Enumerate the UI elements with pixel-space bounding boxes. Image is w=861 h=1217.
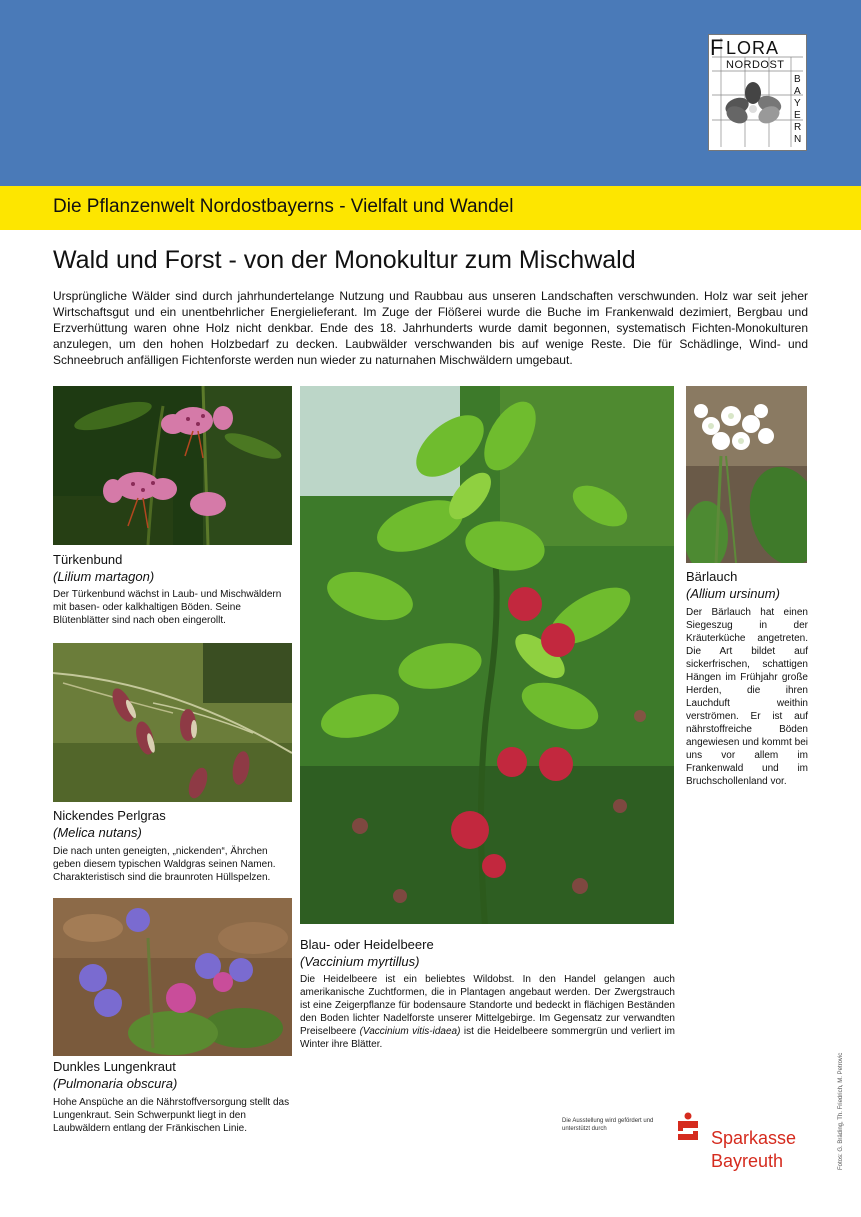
flora-logo (708, 34, 807, 151)
lungenkraut-text: Hohe Anspüche an die Nährstoffversorgung stellt das Lungenkraut. Sein Schwerpunkt liegt in den Laubwäldern entlang der Fränkischen Linie. (53, 1097, 290, 1134)
preiselbeere-latin: (Vaccinium vitis-idaea) (359, 1026, 461, 1037)
logo-word-nordost: NORDOST (726, 59, 785, 71)
photo-baerlauch (686, 386, 807, 563)
svg-text:A: A (794, 86, 801, 97)
title-band (0, 186, 861, 230)
flora-logo-mark (709, 35, 806, 150)
heidelbeere-text-part1: Die Heidelbeere ist ein beliebtes Wildobst. In den Handel gelangen auch amerikanische Zuchtformen, die in Plantagen angebaut werden. Der Zwergstrauch ist eine Zeigerpflanze für bodensaure Standorte und bedeckt in flächigen Beständen den Boden lichter Nadelforste unserer Mittelgebirge. Im Gegensatz zur verwandten Preiselbeere (300, 974, 675, 1037)
lungenkraut-name: Dunkles Lungenkraut (53, 1059, 176, 1074)
perlgras-text: Die nach unten geneigten, „nickenden“, Ährchen geben diesem typischen Waldgras seinen Namen. Charakteristisch sind die braunroten Hüllspelzen. (53, 846, 276, 883)
heidelbeere-latin: (Vaccinium myrtillus) (300, 954, 420, 969)
photo-heidelbeere (300, 386, 674, 924)
baerlauch-name: Bärlauch (686, 569, 738, 584)
tuerkenbund-text: Der Türkenbund wächst in Laub- und Mischwäldern mit basen- oder kalkhaltigen Böden. Seine Blütenblätter sind nach oben eingerollt. (53, 589, 282, 626)
sponsor-name: Sparkasse (711, 1128, 797, 1148)
tuerkenbund-name: Türkenbund (53, 552, 123, 567)
svg-text:B: B (794, 74, 801, 85)
svg-text:R: R (794, 122, 802, 133)
sponsor-city: Bayreuth (711, 1151, 784, 1171)
perlgras-name: Nickendes Perlgras (53, 808, 166, 823)
photo-credits: Fotos: G. Bräding, Th. Friedrich, M. Petrovic (838, 1052, 844, 1170)
intro-paragraph: Ursprüngliche Wälder sind durch jahrhundertelange Nutzung und Raubbau aus unseren Landschaften verschwunden. Holz war seit jeher Wirtschaftsgut und ein unentbehrlicher Energielieferant. Im Zuge der Flößerei wurde die Buche im Frankenwald dezimiert, Bergbau und Erzverhüttung waren ohne Holz nicht denkbar. Ende des 18. Jahrhunderts wurde damit begonnen, systematisch Fichten-Monokulturen anzulegen, um den hohen Holzbedarf zu decken. Laubwälder verschwanden bis auf wenige Reste. Die für Schädlinge, Wind- und Schneebruch anfälligen Fichtenforste werden nun wieder zu naturnahen Mischwäldern umgebaut. (53, 289, 808, 367)
svg-text:E: E (794, 110, 801, 121)
sparkasse-s-icon (673, 1112, 703, 1142)
sponsor-note: Die Ausstellung wird gefördert und unterstützt durch (562, 1118, 654, 1132)
logo-word-bayern (794, 74, 801, 145)
svg-text:Y: Y (794, 98, 801, 109)
logo-letter-f: F (710, 35, 724, 60)
heidelbeere-text-part2: ist die Heidelbeere sommergrün und verliert im Winter ihre Blätter. (300, 1026, 675, 1050)
baerlauch-text: Der Bärlauch hat einen Siegeszug in der Kräuterküche angetreten. Die Art bildet auf sickerfrischen, schattigen Hängen im Frühjahr große Herden, die ihren Lauchduft weithin verströmen. Er ist auf nährstoffreiche Böden angewiesen und kommt bei uns vor allem im Frankenwald und im Bruchschollenland vor. (686, 607, 808, 787)
photo-perlgras (53, 643, 292, 802)
tuerkenbund-latin: (Lilium martagon) (53, 569, 155, 584)
baerlauch-latin: (Allium ursinum) (686, 586, 780, 601)
heidelbeere-name: Blau- oder Heidelbeere (300, 937, 434, 952)
page-title: Wald und Forst - von der Monokultur zum Mischwald (53, 246, 636, 274)
lungenkraut-latin: (Pulmonaria obscura) (53, 1076, 178, 1091)
perlgras-latin: (Melica nutans) (53, 825, 142, 840)
photo-lungenkraut (53, 898, 292, 1056)
svg-text:N: N (794, 134, 802, 145)
exhibition-title: Die Pflanzenwelt Nordostbayerns - Vielfalt und Wandel (53, 196, 514, 217)
logo-word-flora: LORA (726, 38, 780, 58)
heidelbeere-text (300, 973, 675, 1051)
photo-tuerkenbund (53, 386, 292, 545)
